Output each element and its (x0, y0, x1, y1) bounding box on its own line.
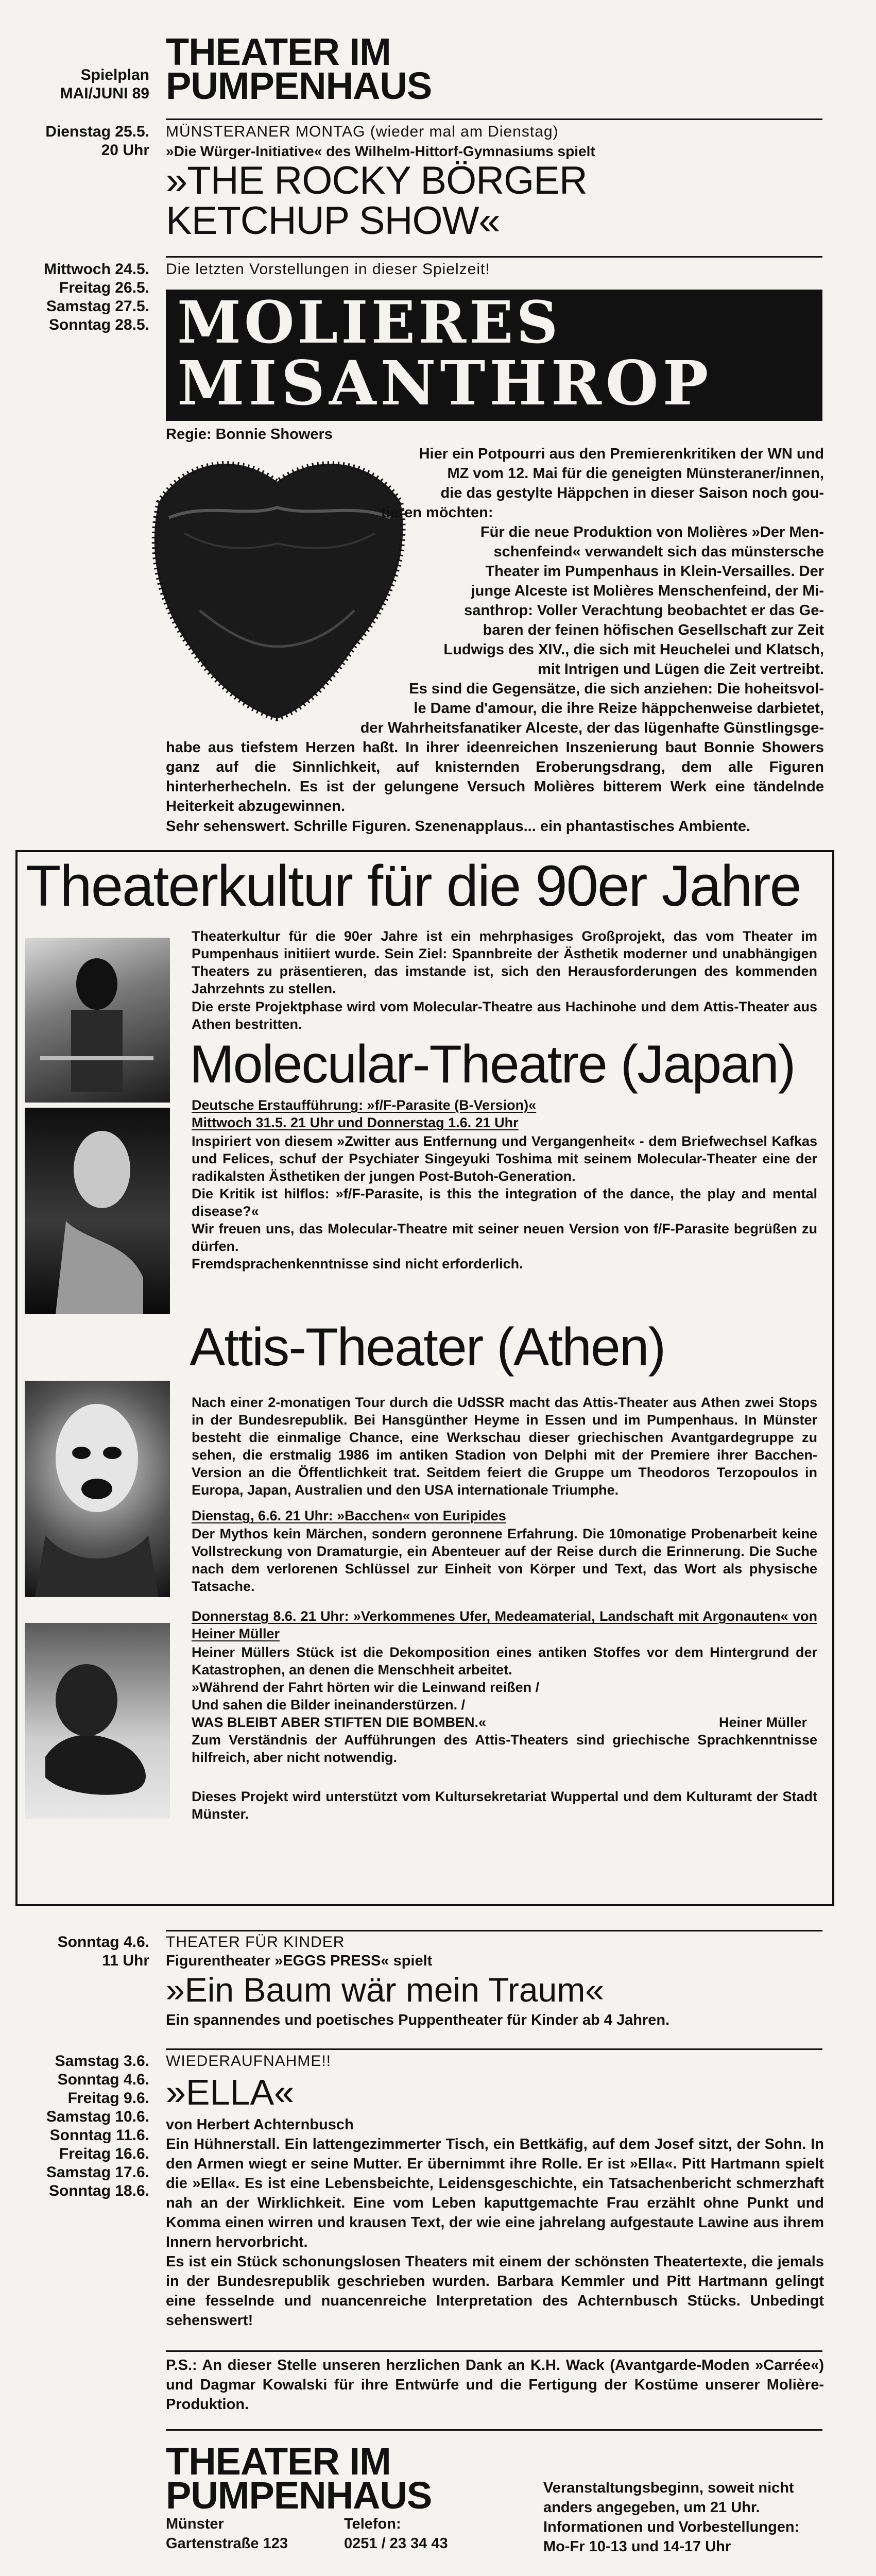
kinder-dates: Sonntag 4.6. 11 Uhr (57, 1934, 149, 1969)
moliere-banner-line2: MISANTHROP (177, 347, 713, 419)
kinder-title: »Ein Baum wär mein Traum« (166, 1971, 605, 2009)
rocky-heading: MÜNSTERANER MONTAG (wieder mal am Dienstag) (166, 123, 559, 140)
moliere-banner (166, 290, 822, 421)
molecular-title: Molecular-Theatre (Japan) (190, 1035, 795, 1094)
spielplan-label: Spielplan MAI/JUNI 89 (60, 66, 149, 102)
ella-author: von Herbert Achternbusch (166, 2116, 354, 2133)
photo-attis-2 (25, 1623, 170, 1819)
bacchen-heading: Dienstag, 6.6. 21 Uhr: »Bacchen« von Euripides (192, 1508, 506, 1523)
molecular-text4: Fremdsprachenkenntnisse sind nicht erforderlich. (192, 1256, 523, 1272)
kultur-intro: Theaterkultur für die 90er Jahre ist ein mehrphasiges Großprojekt, das vom Theater im Pumpenhaus initiiert wurde. Sein Ziel: Spannbreite der Ästhetik moderner und unabhängigen Theaters zu präsentieren, das imstande ist, sich den Herausforderungen des kommenden Jahrzehnts zu stellen. (192, 928, 817, 996)
kinder-desc: Ein spannendes und poetisches Puppentheater für Kinder ab 4 Jahren. (166, 2012, 670, 2028)
rocky-title: »THE ROCKY BÖRGER KETCHUP SHOW« (166, 159, 587, 243)
moliere-para2: Für die neue Produktion von Molières »Der Men- schenfeind« verwandelt sich das münstersche Theater im Pumpenhaus in Klein-Versailles. Der junge Alceste ist Molières Menschenfeind, der Mi- santhrop: Voller Verachtung beobachtet er das Ge- baren der feinen höfischen Gesellschaft zur Zeit Ludwigs des XIV., die sich mit Heuchelei und Klatsch, mit Intrigen und Lügen die Zeit vertreibt. (443, 524, 824, 677)
kultur-title: Theaterkultur für die 90er Jahre (26, 854, 801, 918)
moliere-dates: Mittwoch 24.5. Freitag 26.5. Samstag 27.5. Sonntag 28.5. (43, 261, 149, 333)
ella-text2: Es ist ein Stück schonungslosen Theaters mit einem der schönsten Theatertexte, die jemals in der Bundesrepublik geschrieben wurden. Barbara Kemmler und Pitt Hartmann gelingt eine fesselnde und nuancenreiche Interpretation des Achternbusch Stücks. Unbedingt sehenswert! (166, 2253, 824, 2329)
footer-title: THEATER IM PUMPENHAUS (166, 2440, 432, 2517)
photo-attis-1 (25, 1381, 170, 1597)
moliere-para1: Hier ein Potpourri aus den Premierenkritiken der WN und MZ vom 12. Mai für die geneigten Münsteraner/innen, die das gestylte Häppchen in dieser Saison noch gou- tieren möchten: (381, 446, 824, 521)
kultur-support: Dieses Projekt wird unterstützt vom Kultursekretariat Wuppertal und dem Kulturamt der Stadt Münster. (192, 1789, 817, 1822)
mueller-heading: Donnerstag 8.6. 21 Uhr: »Verkommenes Ufer, Medeamaterial, Landschaft mit Argonauten« von Heiner Müller (192, 1608, 817, 1641)
moliere-rule (166, 256, 822, 258)
kinder-heading: THEATER FÜR KINDER (166, 1934, 345, 1951)
moliere-para3-top: Es sind die Gegensätze, die sich anziehen: Die hoheitsvol- le Dame d'amour, die ihre Reize häppchenweise darbietet, der Wahrheitsfanatiker Alceste, der das lügenhafte Günstlingsge- (360, 681, 824, 736)
moliere-para3: habe aus tiefstem Herzen haßt. In ihrer ideenreichen Inszenierung baut Bonnie Showers ganz auf die Sinnlichkeit, auf knisternden Eroberungsdrang, dem alle Figuren hinterherhecheln. Es ist der gelungene Versuch Molières bitterem Werk eine tändelnde Heiterkeit abzugewinnen. (166, 739, 824, 815)
rocky-dates: Dienstag 25.5. 20 Uhr (45, 123, 149, 159)
photo-molecular-1 (25, 938, 170, 1103)
kultur-intro2: Die erste Projektphase wird vom Molecular-Theatre aus Hachinohe und dem Attis-Theater aus Athen bestritten. (192, 999, 817, 1032)
header-title: THEATER IM PUMPENHAUS (166, 30, 432, 107)
moliere-banner-line1: MOLIERES (177, 289, 561, 357)
quote-author: Heiner Müller (718, 1715, 807, 1730)
kinder-rule (166, 1930, 822, 1931)
kinder-subheading: Figurentheater »EGGS PRESS« spielt (166, 1953, 433, 1969)
footer-address: Münster Gartenstraße 123 (166, 2516, 288, 2552)
ps-rule (166, 2350, 822, 2352)
moliere-closing: Sehr sehenswert. Schrille Figuren. Szenenapplaus... ein phantastisches Ambiente. (166, 818, 751, 835)
moliere-regie: Regie: Bonnie Showers (166, 426, 333, 443)
ella-title: »ELLA« (166, 2072, 295, 2112)
molecular-text: Inspiriert von diesem »Zwitter aus Entfernung und Vergangenheit« - dem Briefwechsel Kafkas und Felices, schuf der Psychiater Singeyuki Toshima mit seinem Molecular-Theater eine der radikalsten Ästhetiken der jungen Post-Butoh-Generation. (192, 1133, 817, 1184)
ella-text: Ein Hühnerstall. Ein lattengezimmerter Tisch, ein Bettkäfig, auf dem Josef sitzt, der Sohn. In den Armen wiegt er seine Mutter. Er übernimmt ihre Rolle. Er ist »Ella«. Pitt Hartmann spielt die »Ella«. Es ist eine Lebensbeichte, Leidensgeschichte, ein Tatsachenbericht schmerzhaft nah an der Wirklichkeit. Eine vom Leben kaputtgemachte Frau erzählt ohne Punkt und Komma einen wirren und krausen Text, der wie eine jahrelang aufgestaute Lawine aus ihrem Innern hervorbricht. (166, 2136, 824, 2250)
ella-rule (166, 2048, 822, 2050)
molecular-premiere: Deutsche Erstaufführung: »f/F-Parasite (B-Version)« (192, 1097, 537, 1113)
molecular-text3: Wir freuen uns, das Molecular-Theatre mit seiner neuen Version von f/F-Parasite begrüßen zu dürfen. (192, 1221, 817, 1254)
mueller-text2: Zum Verständnis der Aufführungen des Attis-Theaters sind griechische Sprachkenntnisse hilfreich, aber nicht notwendig. (192, 1732, 817, 1765)
footer-phone: Telefon: 0251 / 23 34 43 (344, 2516, 448, 2552)
attis-text: Nach einer 2-monatigen Tour durch die UdSSR macht das Attis-Theater aus Athen zwei Stops in der Bundesrepublik. Bei Hansgünther Heyme in Essen und im Pumpenhaus. In Münster besteht die einmalige Chance, eine Werkschau dieser griechischen Avantgardegruppe zu sehen, die erstmalig 1986 im antiken Stadion von Delphi mit der Premiere ihrer Bacchen-Version an die Öffentlichkeit trat. Seitdem feiert die Gruppe um Theodoros Terzopoulos in Europa, Japan, Australien und den USA internationale Triumphe. (192, 1395, 817, 1498)
molecular-text2: Die Kritik ist hilflos: »f/F-Parasite, is this the integration of the dance, the play and mental disease?« (192, 1186, 817, 1219)
attis-title: Attis-Theater (Athen) (190, 1317, 665, 1377)
mueller-quote: »Während der Fahrt hörten wir die Leinwand reißen / Und sahen die Bilder ineinanderstürzen. / WAS BLEIBT ABER STIFTEN DIE BOMBEN.« Heiner Müller (192, 1679, 817, 1731)
footer-info: Veranstaltungsbeginn, soweit nicht anders angegeben, um 21 Uhr. Informationen und Vorbestellungen: Mo-Fr 10-13 und 14-17 Uhr (543, 2480, 800, 2555)
ella-dates: Samstag 3.6. Sonntag 4.6. Freitag 9.6. Samstag 10.6. Sonntag 11.6. Freitag 16.6. Samstag 17.6. Sonntag 18.6. (46, 2053, 149, 2199)
moliere-heading: Die letzten Vorstellungen in dieser Spielzeit! (166, 261, 490, 278)
ps-text: P.S.: An dieser Stelle unseren herzlichen Dank an K.H. Wack (Avantgarde-Moden »Carrée«) und Dagmar Kowalski für ihre Entwürfe und die Fertigung der Kostüme unserer Molière-Produktion. (166, 2357, 824, 2413)
rocky-subheading: »Die Würger-Initiative« des Wilhelm-Hittorf-Gymnasiums spielt (166, 143, 595, 159)
photo-molecular-2 (25, 1108, 170, 1314)
molecular-dates: Mittwoch 31.5. 21 Uhr und Donnerstag 1.6. 21 Uhr (192, 1115, 519, 1130)
rocky-rule (166, 118, 822, 120)
bacchen-text: Der Mythos kein Märchen, sondern geronnene Erfahrung. Die 10monatige Probenarbeit keine Vollstreckung von Dramaturgie, ein Abenteuer auf der Reise durch die Erinnerung. Die Suche nach dem verlorenen Schlüssel zur Einheit von Körper und Text, das Wort als physische Tatsache. (192, 1526, 817, 1594)
mueller-text: Heiner Müllers Stück ist die Dekomposition eines antiken Stoffes vor dem Hintergrund der Katastrophen, an denen die Menschheit arbeitet. (192, 1645, 817, 1677)
footer-rule (166, 2429, 822, 2431)
ella-heading: WIEDERAUFNAHME!! (166, 2053, 332, 2070)
